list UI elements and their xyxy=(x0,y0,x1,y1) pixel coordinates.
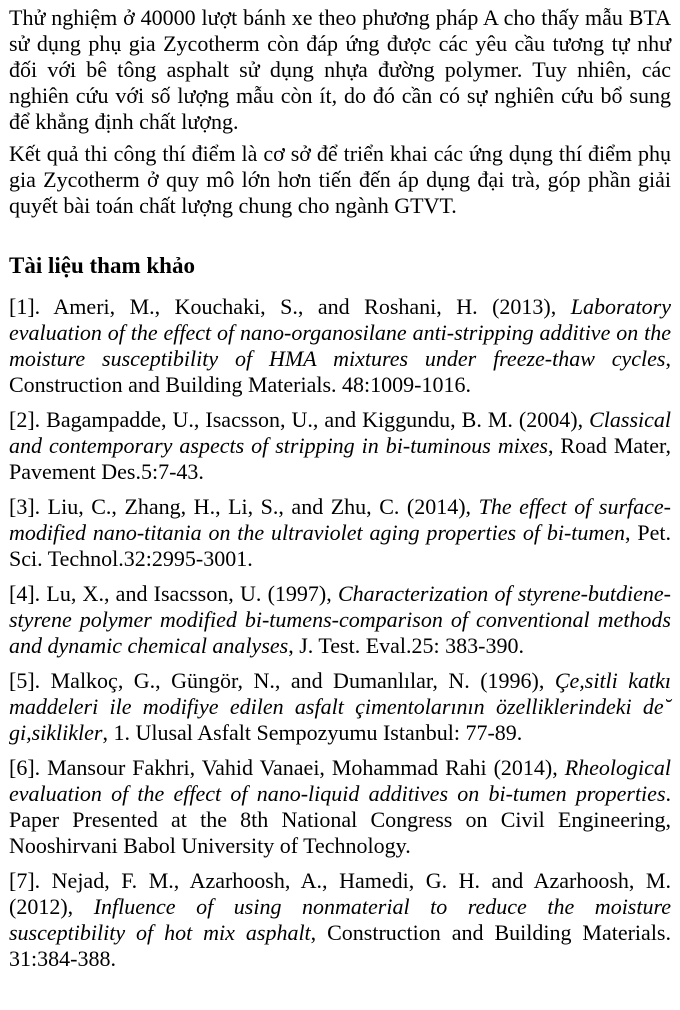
paragraph-conclusion-2: Kết quả thi công thí điểm là cơ sở để triển khai các ứng dụng thí điểm phụ gia Zycotherm ở quy mô lớn hơn tiến đến áp dụng đại trà, góp phần giải quyết bài toán chất lượng chung cho ngành GTVT. xyxy=(9,141,671,218)
reference-2-authors: [2]. Bagampadde, U., Isacsson, U., and Kiggundu, B. M. (2004), xyxy=(9,407,590,432)
reference-item-6 xyxy=(9,755,671,859)
reference-5-authors: [5]. Malkoç, G., Güngör, N., and Dumanlılar, N. (1996), xyxy=(9,668,555,693)
reference-5-source: , 1. Ulusal Asfalt Sempozyumu Istanbul: 77-89. xyxy=(102,720,523,745)
reference-6-source: . Paper Presented at the 8th National Congress on Civil Engineering, Nooshirvani Babol University of Technology. xyxy=(9,781,671,858)
reference-6-authors: [6]. Mansour Fakhri, Vahid Vanaei, Mohammad Rahi (2014), xyxy=(9,755,565,780)
reference-3-source: , Pet. Sci. Technol.32:2995-3001. xyxy=(9,520,671,571)
reference-4-authors: [4]. Lu, X., and Isacsson, U. (1997), xyxy=(9,581,338,606)
reference-item-3 xyxy=(9,494,671,572)
reference-1-source: , Construction and Building Materials. 48:1009-1016. xyxy=(9,346,671,397)
reference-1-title: Laboratory evaluation of the effect of nano-organosilane anti-stripping additive on the moisture susceptibility of HMA mixtures under freeze-thaw cycles xyxy=(9,294,671,371)
reference-item-1 xyxy=(9,294,671,398)
reference-item-7 xyxy=(9,868,671,972)
reference-4-source: , J. Test. Eval.25: 383-390. xyxy=(288,633,524,658)
reference-6-title: Rheological evaluation of the effect of nano-liquid additives on bi-tumen properties xyxy=(9,755,671,806)
reference-1-authors: [1]. Ameri, M., Kouchaki, S., and Roshani, H. (2013), xyxy=(9,294,571,319)
reference-4-title: Characterization of styrene-butdiene-styrene polymer modified bi-tumens-comparison of conventional methods and dynamic chemical analyses xyxy=(9,581,671,658)
reference-2-title: Classical and contemporary aspects of stripping in bi-tuminous mixes xyxy=(9,407,671,458)
reference-item-4 xyxy=(9,581,671,659)
reference-3-title: The effect of surface-modified nano-titania on the ultraviolet aging properties of bi-tumen xyxy=(9,494,671,545)
paragraph-conclusion-1: Thử nghiệm ở 40000 lượt bánh xe theo phương pháp A cho thấy mẫu BTA sử dụng phụ gia Zycotherm còn đáp ứng được các yêu cầu tương tự như đối với bê tông asphalt sử dụng nhựa đường polymer. Tuy nhiên, các nghiên cứu với số lượng mẫu còn ít, do đó cần có sự nghiên cứu bổ sung để khẳng định chất lượng. xyxy=(9,5,671,134)
reference-3-authors: [3]. Liu, C., Zhang, H., Li, S., and Zhu, C. (2014), xyxy=(9,494,479,519)
reference-5-title: Çe,sitli katkı maddeleri ile modifiye edilen asfalt çimentolarının özelliklerindeki de˘ gi,siklikler xyxy=(9,668,672,745)
reference-7-authors: [7]. Nejad, F. M., Azarhoosh, A., Hamedi, G. H. and Azarhoosh, M. (2012), xyxy=(9,868,671,919)
reference-7-title: Influence of using nonmaterial to reduce the moisture susceptibility of hot mix asphalt xyxy=(9,894,671,945)
reference-item-5 xyxy=(9,668,671,746)
reference-7-source: , Construction and Building Materials. 31:384-388. xyxy=(9,920,671,971)
reference-item-2 xyxy=(9,407,671,485)
references-heading: Tài liệu tham khảo xyxy=(9,253,195,278)
reference-2-source: , Road Mater, Pavement Des.5:7-43. xyxy=(9,433,671,484)
